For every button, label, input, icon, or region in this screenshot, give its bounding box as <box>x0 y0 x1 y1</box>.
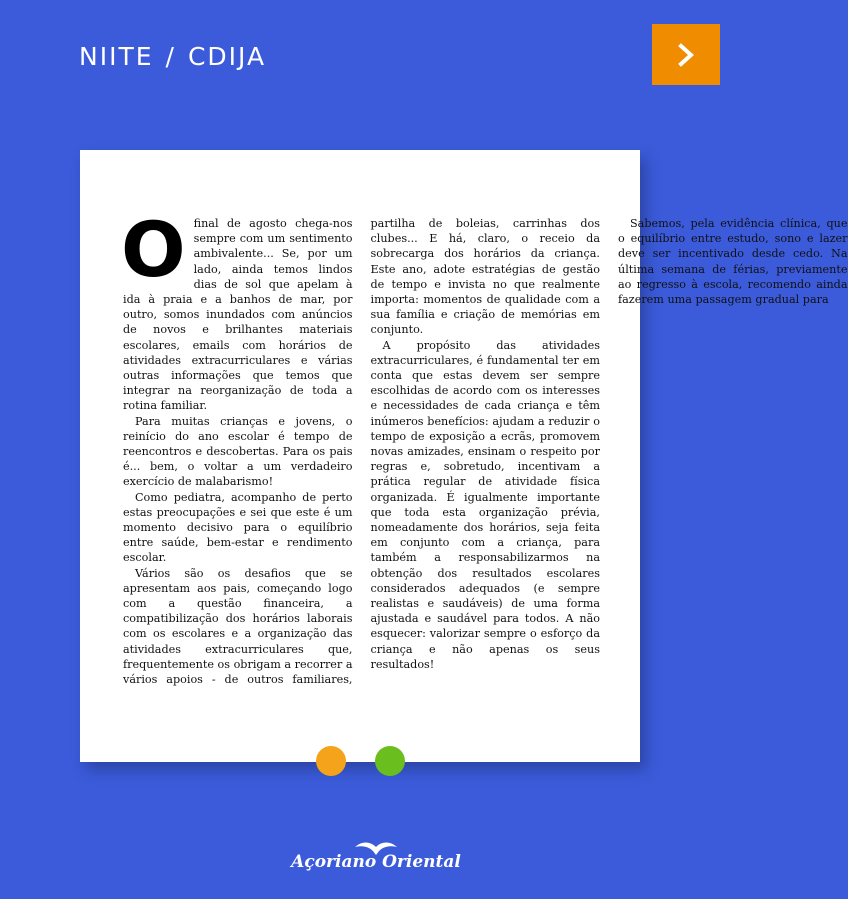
chevron-right-icon <box>675 42 697 68</box>
article-paragraph: Vários são os desafios que se apresentam aos pais, começando logo com a questão financeira, a compatibilização dos horários laborais com os escolares e a organização das atividades extracurriculares que, frequentemente os obrigam a recorrer a vários apoios - de outros familiares, partilha de boleias, carrinhas dos clubes... E há, claro, o receio da sobrecarga dos horários da criança. Este ano, adote estratégias de gestão de tempo e invista no que realmente importa: momentos de qualidade com a sua família e criação de memórias em conjunto. <box>123 217 600 687</box>
brand-logo <box>79 40 266 72</box>
pagination-dot-1[interactable] <box>316 746 346 776</box>
brand-separator: / <box>165 41 176 71</box>
brand-cdija: CDIJA <box>187 41 267 71</box>
pagination-dot-2[interactable] <box>375 746 405 776</box>
article-body <box>121 205 848 694</box>
article-paragraph: Como pediatra, acompanho de perto estas preocupações e sei que este é um momento decisivo para o equilíbrio entre saúde, bem-estar e rendimento escolar. <box>123 490 353 565</box>
next-button[interactable] <box>652 24 720 85</box>
article-paragraph: Sabemos, pela evidência clínica, que o equilíbrio entre estudo, sono e lazer deve ser incentivado desde cedo. Na última semana de férias, previamente ao regresso à escola, recomendo ainda fazerem uma passagem gradual para <box>618 217 848 307</box>
acoriano-oriental-logo <box>291 838 461 874</box>
dropcap: O <box>121 205 186 294</box>
brand-niite: NIITE <box>79 41 154 71</box>
article-card <box>80 150 848 762</box>
article-paragraph: A propósito das atividades extracurriculares, é fundamental ter em conta que estas devem ser sempre escolhidas de acordo com os interesses e necessidades de cada criança e têm inúmeros benefícios: ajudam a reduzir o tempo de exposição a ecrãs, promovem novas amizades, ensinam o respeito por regras e, sobretudo, incentivam a prática regular de atividade física organizada. É igualmente importante que toda esta organização prévia, nomeadamente dos horários, seja feita em conjunto com a criança, para também a responsabilizarmos na obtenção dos resultados escolares considerados adequados (e sempre realistas e saudáveis) de uma forma ajustada e saudável para todos. A não esquecer: valorizar sempre o esforço da criança e não apenas os seus resultados! <box>370 338 600 671</box>
footer-logo-text: Açoriano Oriental <box>291 852 461 872</box>
article-paragraph: Para muitas crianças e jovens, o reinício do ano escolar é tempo de reencontros e descobertas. Para os pais é... bem, o voltar a um verdadeiro exercício de malabarismo! <box>123 414 353 489</box>
article-paragraph: Ofinal de agosto chega-nos sempre com um sentimento ambivalente... Se, por um lado, ainda temos lindos dias de sol que apelam à ida à praia e a banhos de mar, por outro, somos inundados com anúncios de novos e brilhantes materiais escolares, emails com horários de atividades extracurriculares e várias outras informações que temos que integrar na reorganização de toda a rotina familiar. <box>121 205 353 413</box>
